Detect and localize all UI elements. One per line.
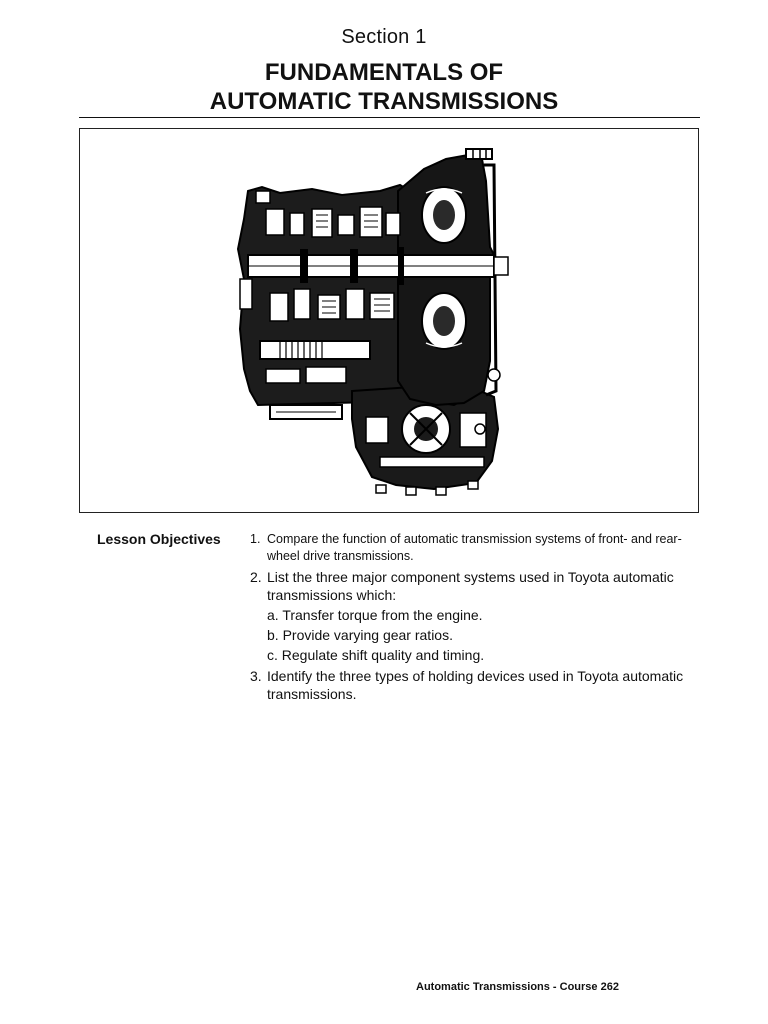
objective-number: 2. (250, 569, 262, 585)
objective-item (250, 531, 690, 565)
lesson-objectives-list (250, 531, 690, 703)
objective-text: List the three major component systems used in Toyota automatic transmissions which: (267, 569, 674, 603)
section-label: Section 1 (341, 26, 427, 48)
objective-subitem: a. Transfer torque from the engine. (267, 607, 483, 623)
objective-number: 1. (250, 532, 261, 546)
objective-item (250, 667, 690, 703)
title-line-2: AUTOMATIC TRANSMISSIONS (209, 88, 559, 115)
objective-subitem: b. Provide varying gear ratios. (267, 627, 453, 643)
lesson-objectives-heading: Lesson Objectives (97, 531, 221, 547)
title-line-1: FUNDAMENTALS OF (264, 59, 504, 86)
transmission-cutaway-illustration (80, 129, 700, 514)
transmission-figure (79, 128, 699, 513)
objective-text: Compare the function of automatic transmission systems of front- and rear-wheel drive transmissions. (267, 532, 682, 563)
title-divider (79, 117, 700, 118)
objective-subitem: c. Regulate shift quality and timing. (267, 647, 485, 663)
page-title (0, 58, 768, 116)
objective-number: 3. (250, 668, 262, 684)
objective-item (250, 568, 690, 604)
objective-text: Identify the three types of holding devices used in Toyota automatic transmissions. (267, 668, 684, 702)
page-footer: Automatic Transmissions - Course 262 (416, 981, 619, 993)
